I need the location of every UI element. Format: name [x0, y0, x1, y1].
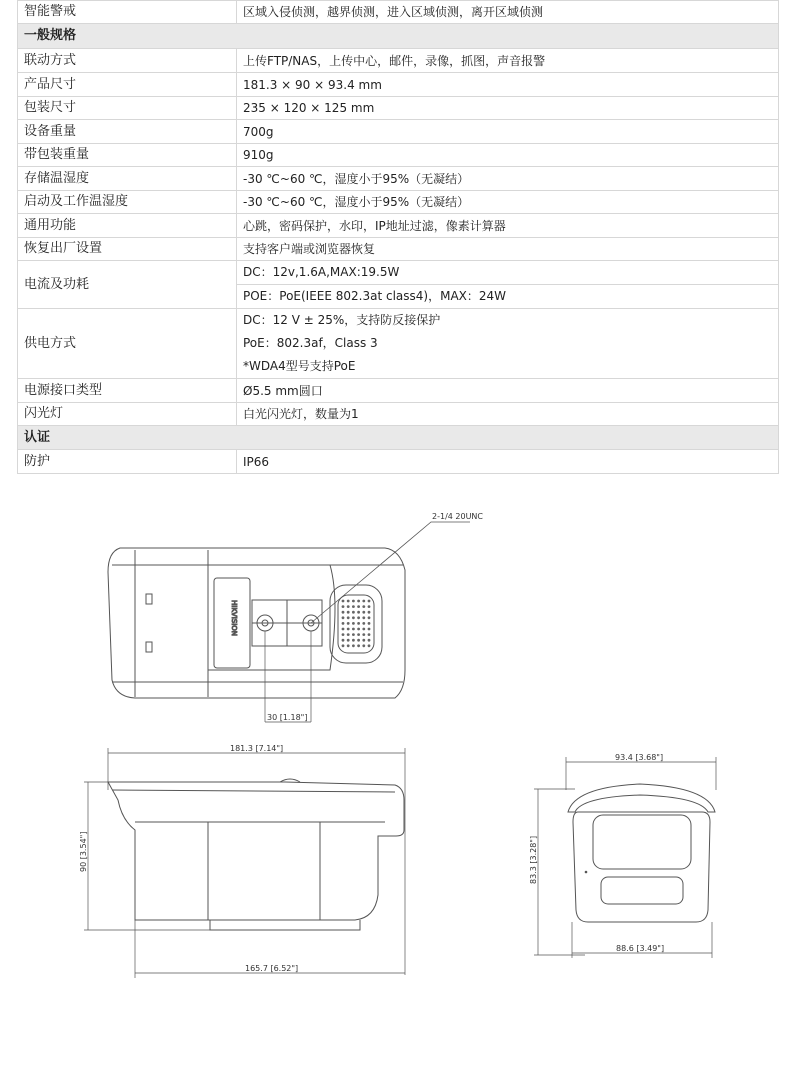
mic-grille-dot	[347, 633, 350, 636]
mic-grille-dot	[368, 622, 371, 625]
spec-value-line: *WDA4型号支持PoE	[243, 359, 356, 373]
dimension-drawings	[0, 480, 790, 1072]
mic-grille-dot	[342, 628, 345, 631]
table-row	[18, 120, 779, 144]
front-view-hood	[568, 784, 715, 812]
mic-grille-dot	[362, 616, 365, 619]
side-view-outline	[108, 782, 404, 920]
front-view-body	[573, 812, 710, 922]
spec-value: 181.3 × 90 × 93.4 mm	[237, 73, 779, 97]
thread-label: 2-1/4 20UNC	[432, 512, 483, 521]
mic-grille-dot	[342, 644, 345, 647]
mic-grille-dot	[352, 633, 355, 636]
spec-value: 700g	[237, 120, 779, 144]
spec-value: Ø5.5 mm圆口	[237, 379, 779, 403]
spec-label: 电源接口类型	[18, 379, 237, 403]
mic-grille-dot	[347, 639, 350, 642]
side-height-label: 90 [3.54"]	[79, 831, 88, 872]
spec-value: 白光闪光灯，数量为1	[237, 403, 779, 426]
mic-grille-dot	[352, 605, 355, 608]
mic-grille-dot	[362, 600, 365, 603]
front-view-lens-window	[593, 815, 691, 869]
mic-grille-dot	[342, 633, 345, 636]
mic-grille-dot	[342, 600, 345, 603]
mic-grille-dot	[357, 622, 360, 625]
mic-grille-dot	[347, 628, 350, 631]
mic-grille-dot	[342, 616, 345, 619]
spec-label: 存储温湿度	[18, 167, 237, 191]
spec-value-line: DC：12v,1.6A,MAX:19.5W	[243, 265, 400, 279]
mic-grille-dot	[357, 600, 360, 603]
bottom-view-mic-grille	[342, 600, 371, 648]
spec-value: IP66	[237, 450, 779, 474]
table-row	[18, 167, 779, 191]
front-height-label: 83.3 [3.28"]	[529, 835, 538, 884]
front-view-drawing	[529, 753, 716, 958]
table-row	[18, 214, 779, 238]
table-row	[18, 238, 779, 261]
mic-grille-dot	[368, 644, 371, 647]
mic-grille-dot	[368, 605, 371, 608]
mic-grille-dot	[342, 639, 345, 642]
table-row	[18, 191, 779, 214]
side-view-base	[210, 920, 360, 930]
spec-value-line: DC：12 V ± 25%，支持防反接保护	[243, 313, 441, 327]
mic-grille-dot	[342, 622, 345, 625]
side-view-drawing	[79, 744, 405, 978]
spec-value: 心跳，密码保护，水印，IP地址过滤，像素计算器	[237, 214, 779, 238]
spec-value: 235 × 120 × 125 mm	[237, 97, 779, 120]
table-row	[18, 144, 779, 167]
mic-grille-dot	[352, 600, 355, 603]
bottom-view-slot	[146, 594, 152, 604]
mic-grille-dot	[357, 633, 360, 636]
spec-label: 启动及工作温湿度	[18, 191, 237, 214]
mic-grille-dot	[347, 616, 350, 619]
mic-grille-dot	[357, 616, 360, 619]
mic-grille-dot	[347, 605, 350, 608]
mic-grille-dot	[368, 639, 371, 642]
bottom-view-slot	[146, 642, 152, 652]
side-view-edge	[112, 790, 395, 792]
spec-value-multiline	[237, 309, 779, 379]
mic-grille-dot	[342, 611, 345, 614]
spec-label: 供电方式	[18, 309, 237, 379]
mic-grille-dot	[352, 628, 355, 631]
spec-label: 设备重量	[18, 120, 237, 144]
mic-grille-dot	[342, 605, 345, 608]
spec-label: 防护	[18, 450, 237, 474]
spec-label: 联动方式	[18, 49, 237, 73]
mic-grille-dot	[357, 639, 360, 642]
front-bottom-label: 88.6 [3.49"]	[616, 944, 665, 953]
section-header	[18, 426, 779, 450]
spec-value: 910g	[237, 144, 779, 167]
table-row	[18, 73, 779, 97]
mic-grille-dot	[347, 611, 350, 614]
mic-grille-dot	[368, 628, 371, 631]
mic-grille-dot	[368, 611, 371, 614]
mic-grille-dot	[352, 644, 355, 647]
mic-grille-dot	[362, 605, 365, 608]
section-header	[18, 24, 779, 49]
spec-value: -30 ℃~60 ℃，湿度小于95%（无凝结）	[237, 167, 779, 191]
table-row	[18, 1, 779, 24]
spec-table	[17, 0, 779, 474]
bottom-view-plate	[208, 565, 335, 670]
mic-grille-dot	[368, 633, 371, 636]
side-length-label: 181.3 [7.14"]	[230, 744, 284, 753]
mic-grille-dot	[357, 628, 360, 631]
table-row	[18, 379, 779, 403]
mic-grille-dot	[357, 611, 360, 614]
spec-label: 通用功能	[18, 214, 237, 238]
spec-value: 支持客户端或浏览器恢复	[237, 238, 779, 261]
spec-value-line: POE：PoE(IEEE 802.3at class4)，MAX：24W	[237, 284, 778, 308]
spec-label: 电流及功耗	[18, 261, 237, 309]
side-bottom-label: 165.7 [6.52"]	[245, 964, 299, 973]
spec-value: 上传FTP/NAS，上传中心，邮件，录像，抓图，声音报警	[237, 49, 779, 73]
front-view-light-window	[601, 877, 683, 904]
mic-grille-dot	[362, 622, 365, 625]
mic-grille-dot	[352, 622, 355, 625]
spec-label: 带包装重量	[18, 144, 237, 167]
table-row	[18, 309, 779, 379]
section-title-cert: 认证	[18, 426, 779, 450]
spec-value-line: PoE：802.3af，Class 3	[243, 336, 378, 350]
section-title-general: 一般规格	[18, 24, 779, 49]
mic-grille-dot	[362, 633, 365, 636]
mic-grille-dot	[357, 644, 360, 647]
mic-grille-dot	[368, 600, 371, 603]
mic-grille-dot	[352, 611, 355, 614]
spec-value: -30 ℃~60 ℃，湿度小于95%（无凝结）	[237, 191, 779, 214]
spec-label: 恢复出厂设置	[18, 238, 237, 261]
front-width-label: 93.4 [3.68"]	[615, 753, 664, 762]
spec-label: 产品尺寸	[18, 73, 237, 97]
table-row	[18, 261, 779, 309]
spec-label: 包装尺寸	[18, 97, 237, 120]
mic-grille-dot	[347, 644, 350, 647]
bottom-view-drawing	[108, 512, 483, 722]
front-view-sensor	[585, 871, 588, 874]
mic-grille-dot	[362, 639, 365, 642]
mic-grille-dot	[357, 605, 360, 608]
mic-grille-dot	[362, 628, 365, 631]
mic-grille-dot	[368, 616, 371, 619]
mic-grille-dot	[347, 622, 350, 625]
mic-grille-dot	[362, 611, 365, 614]
spec-value: 区域入侵侦测，越界侦测，进入区域侦测，离开区域侦测	[237, 1, 779, 24]
table-row	[18, 97, 779, 120]
spec-value-multiline	[237, 261, 779, 309]
mic-grille-dot	[352, 616, 355, 619]
table-row	[18, 450, 779, 474]
bottom-view-logo: HIKVISION	[230, 600, 238, 637]
mount-spacing-label: 30 [1.18"]	[267, 713, 308, 722]
spec-label: 闪光灯	[18, 403, 237, 426]
table-row	[18, 403, 779, 426]
mic-grille-dot	[347, 600, 350, 603]
spec-label: 智能警戒	[18, 1, 237, 24]
mic-grille-dot	[352, 639, 355, 642]
table-row	[18, 49, 779, 73]
mic-grille-dot	[362, 644, 365, 647]
